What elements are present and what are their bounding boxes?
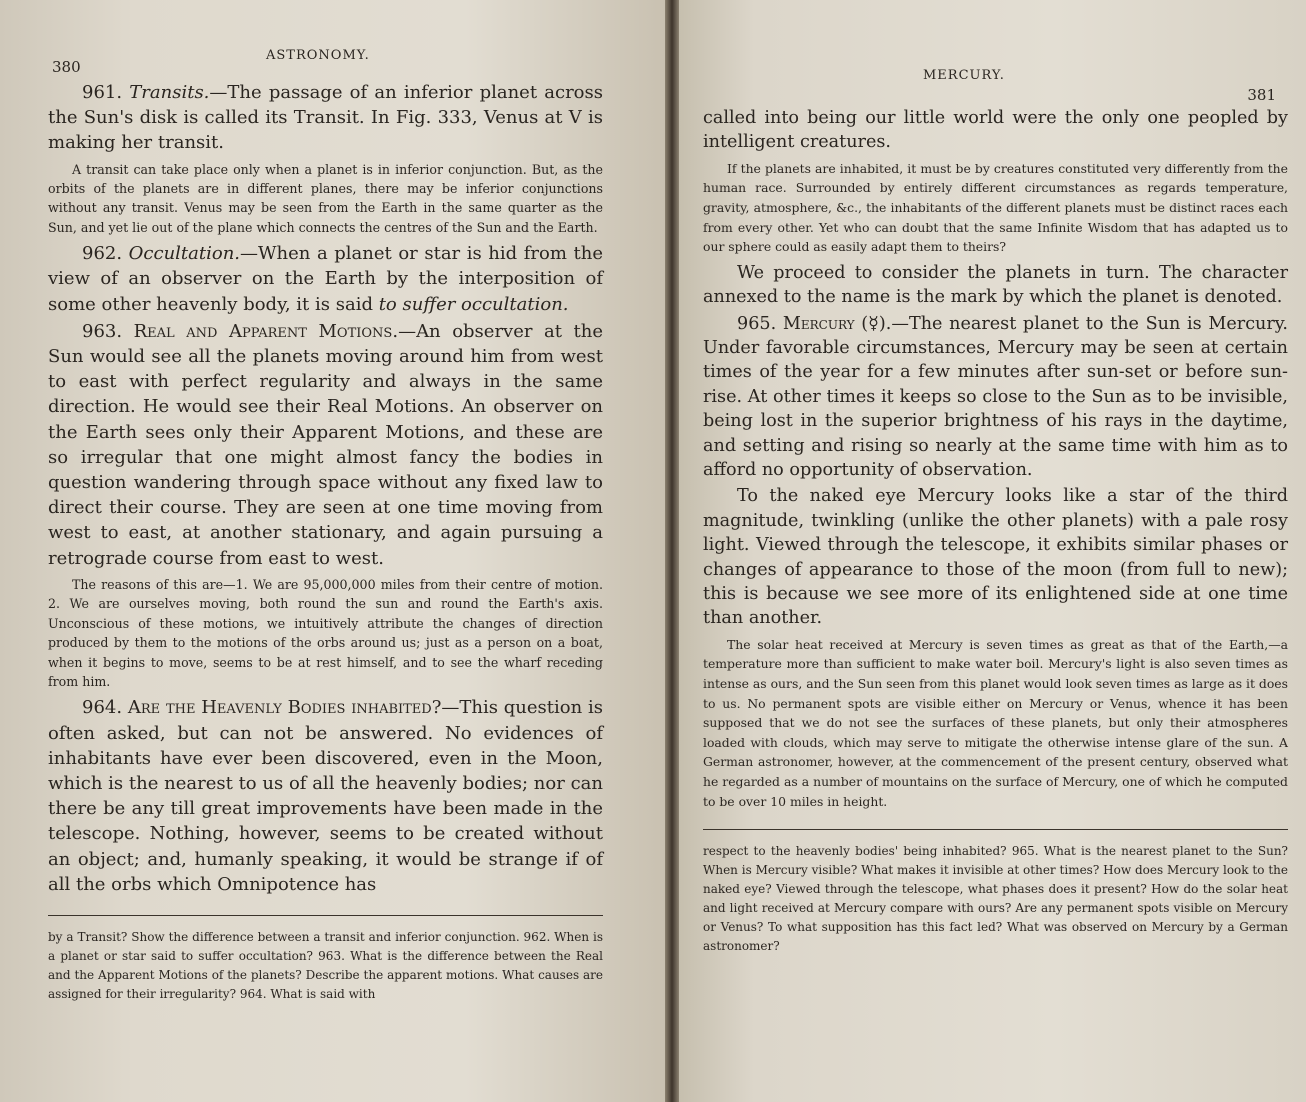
paragraph-965 (703, 312, 1288, 483)
left-running-title: ASTRONOMY. (266, 48, 370, 63)
paragraph-964 (48, 695, 603, 897)
right-page (679, 0, 1306, 1102)
footnote-divider (703, 829, 1288, 830)
section-text-italic: to suffer occultation. (378, 293, 569, 315)
footnote-divider (48, 915, 603, 916)
paragraph-961 (48, 80, 603, 156)
left-footnote: by a Transit? Show the difference between a transit and inferior conjunction. 962. When is a planet or star said to suffer occultation? 963. What is the difference between the Real and the Apparent Motions of the planets? Describe the apparent motions. What causes are assigned for their irregularity? 964. What is said with (48, 929, 603, 1001)
book-gutter (665, 0, 679, 1102)
note-965: The solar heat received at Mercury is seven times as great as that of the Earth,—a temperature more than sufficient to make water boil. Mercury's light is also seven times as intense as ours, and the Sun seen from this planet would look seven times as large as it does to us. No permanent spots are visible either on Mercury or Venus, whence it has been supposed that we do not see the surfaces of these planets, but only their atmospheres loaded with clouds, which may serve to mitigate the otherwise intense glare of the sun. A German astronomer, however, at the commencement of the present century, observed what he regarded as a number of mountains on the surface of Mercury, one of which he computed to be over 10 miles in height. (703, 636, 1288, 809)
right-footnote: respect to the heavenly bodies' being inhabited? 965. What is the nearest planet to the Sun? When is Mercury visible? What makes it invisible at other times? How does Mercury look to the naked eye? Viewed through the telescope, what phases does it present? How do the solar heat and light received at Mercury compare with ours? Are any permanent spots visible on Mercury or Venus? To what supposition has this fact led? What was observed on Mercury by a German astronomer? (703, 844, 1288, 954)
section-text: —When a planet or star is hid from the view of an observer on the Earth by the interposition of some other heavenly body, it is said (48, 243, 603, 315)
section-number: 961. (82, 82, 130, 103)
section-text: —This question is often asked, but can not be answered. No evidences of inhabitants have ever been discovered, even in the Moon, which is the nearest to us of all the heavenly bodies; nor can there be any till great improvements have been made in the telescope. Nothing, however, seems to be created without an object; and, humanly speaking, it would be strange if of all the orbs which Omnipotence has (48, 697, 603, 895)
paragraph-naked-eye: To the naked eye Mercury looks like a star of the third magnitude, twinkling (unlike the other planets) with a pale rosy light. Viewed through the telescope, it exhibits similar phases or changes of appearance to those of the moon (from full to new); this is because we see more of its enlightened side at one time than another. (703, 486, 1288, 629)
section-title: Mercury (782, 313, 855, 334)
section-text: —The nearest planet to the Sun is Mercury. Under favorable circumstances, Mercury may be seen at certain times of the year for a few minutes after sun-set or before sun-rise. At other times it keeps so close to the Sun as to be invisible, being lost in the superior brightness of his rays in the daytime, and setting and rising so nearly at the same time with him as to afford no opportunity of observation. (703, 313, 1288, 481)
note-964: If the planets are inhabited, it must be by creatures constituted very differently from the human race. Surrounded by entirely different circumstances as regards temperature, gravity, atmosphere, &c., the inhabitants of the different planets must be distinct races each from every other. Yet who can doubt that the same Infinite Wisdom that has adapted us to our sphere could as easily adapt them to theirs? (703, 160, 1288, 255)
section-number: 963. (82, 320, 134, 342)
section-text: —The passage of an inferior planet across the Sun's disk is called its Transit. In Fig. 333, Venus at V is making her transit. (48, 82, 603, 154)
section-number: 962. (82, 243, 129, 265)
section-title: Occultation. (128, 243, 241, 265)
section-title: Are the Heavenly Bodies inhabited? (127, 697, 442, 719)
section-title: Transits. (129, 82, 210, 103)
right-page-number: 381 (1247, 86, 1276, 104)
note-963: The reasons of this are—1. We are 95,000,000 miles from their centre of motion. 2. We are ourselves moving, both round the sun and round the Earth's axis. Unconscious of these motions, we intuitively attribute the changes of direction produced by them to the motions of the orbs around us; just as a person on a boat, when it begins to move, seems to be at rest himself, and to see the wharf receding from him. (48, 576, 603, 689)
left-page-number: 380 (52, 58, 81, 76)
paragraph-962 (48, 241, 603, 317)
section-text: —An observer at the Sun would see all the planets moving around him from west to east with perfect regularity and always in the same direction. He would see their Real Motions. An observer on the Earth sees only their Apparent Motions, and these are so irregular that one might almost fancy the bodies in question wandering through space without any fixed law to direct their course. They are seen at one time moving from west to east, at another stationary, and again pursuing a retrograde course from east to west. (48, 320, 603, 569)
paragraph-964-continued: called into being our little world were the only one peopled by intelligent creatures. (703, 108, 1288, 153)
section-number: 965. (737, 313, 783, 334)
mercury-symbol: (☿). (854, 313, 892, 334)
left-running-head (48, 48, 603, 74)
right-running-head (703, 68, 1288, 104)
paragraph-intro: We proceed to consider the planets in turn. The character annexed to the name is the mark by which the planet is denoted. (703, 262, 1288, 308)
paragraph-963 (48, 319, 603, 571)
note-961: A transit can take place only when a planet is in inferior conjunction. But, as the orbits of the planets are in different planes, there may be inferior conjunctions without any transit. Venus may be seen from the Earth in the same quarter as the Sun, and yet lie out of the plane which connects the centres of the Sun and the Earth. (48, 161, 603, 235)
section-title: Real and Apparent Motions. (133, 320, 399, 342)
right-running-title: MERCURY. (923, 68, 1005, 83)
section-number: 964. (82, 697, 128, 719)
